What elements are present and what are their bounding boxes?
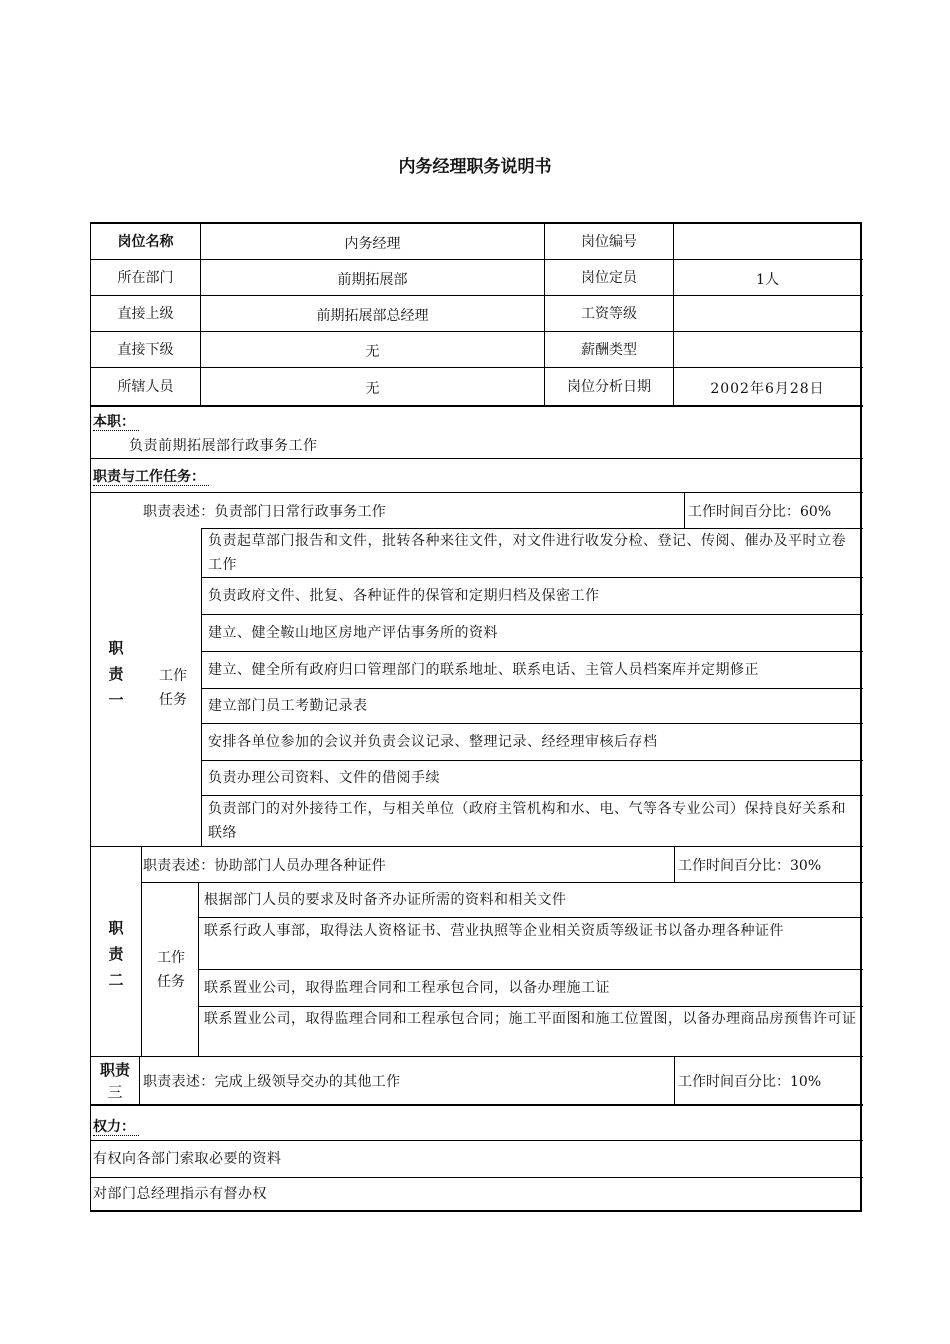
section-duties-heading: 职责与工作任务： [93,466,209,488]
duty1-task-1: 负责起草部门报告和文件，批转各种来往文件，对文件进行收发分检、登记、传阅、催办及平时立卷工作 [208,533,846,573]
value-salary-grade [674,296,861,331]
duty2-description: 职责表述：协助部门人员办理各种证件 [143,858,387,874]
value-salary-type [674,332,861,367]
duty3-description: 职责表述：完成上级领导交办的其他工作 [143,1074,401,1090]
job-description-table [90,222,862,1212]
page-title: 内务经理职务说明书 [398,157,552,177]
label-department: 所在部门 [117,269,174,286]
label-staff-managed: 所辖人员 [117,378,174,395]
section-main-duty-heading: 本职： [93,411,139,433]
duty2-time-percentage: 工作时间百分比：30% [678,858,822,874]
duty1-task-2: 负责政府文件、批复、各种证件的保管和定期归档及保密工作 [208,588,600,604]
duty1-time-percentage: 工作时间百分比：60% [688,504,832,520]
duty1-task-label: 工作 任务 [159,668,187,708]
label-headcount: 岗位定员 [581,269,637,286]
label-analysis-date: 岗位分析日期 [567,378,651,395]
duty2-task-2: 联系行政人事部，取得法人资格证书、营业执照等企业相关资质等级证书以备办理各种证件 [204,923,784,939]
main-duty-text: 负责前期拓展部行政事务工作 [129,438,318,454]
section-power-heading: 权力： [93,1116,139,1138]
value-position-name: 内务经理 [344,235,401,252]
label-salary-grade: 工资等级 [581,305,637,322]
power-item-2: 对部门总经理指示有督办权 [93,1186,267,1202]
duty1-task-5: 建立部门员工考勤记录表 [208,698,368,714]
duty1-task-8: 负责部门的对外接待工作，与相关单位（政府主管机构和水、电、气等各专业公司）保持良好关系和联络 [208,801,846,841]
duty2-label: 职 责 二 [108,919,124,989]
value-department: 前期拓展部 [337,271,408,288]
label-position-code: 岗位编号 [581,233,637,250]
label-direct-subordinate: 直接下级 [117,341,174,358]
duty1-task-7: 负责办理公司资料、文件的借阅手续 [208,770,440,786]
value-analysis-date: 2002年6月28日 [710,380,825,397]
value-direct-subordinate: 无 [365,343,380,360]
duty1-task-3: 建立、健全鞍山地区房地产评估事务所的资料 [208,625,498,641]
value-position-code [674,224,861,259]
label-position-name: 岗位名称 [117,233,174,250]
duty1-task-4: 建立、健全所有政府归口管理部门的联系地址、联系电话、主管人员档案库并定期修正 [208,662,759,678]
duty3-label-b: 三 [107,1083,123,1101]
duty1-label: 职 责 一 [108,639,124,709]
value-headcount: 1人 [756,271,779,288]
duty3-time-percentage: 工作时间百分比：10% [678,1074,822,1090]
label-direct-superior: 直接上级 [117,305,174,322]
duty2-task-4: 联系置业公司，取得监理合同和工程承包合同；施工平面图和施工位置图，以备办理商品房预售许可证 [204,1011,857,1027]
duty1-description: 职责表述：负责部门日常行政事务工作 [143,504,387,520]
duty1-task-6: 安排各单位参加的会议并负责会议记录、整理记录、经经理审核后存档 [208,734,658,750]
duty2-task-label: 工作 任务 [157,950,185,990]
duty2-task-1: 根据部门人员的要求及时备齐办证所需的资料和相关文件 [204,892,567,908]
power-item-1: 有权向各部门索取必要的资料 [93,1151,282,1167]
label-salary-type: 薪酬类型 [581,341,637,358]
duty2-task-3: 联系置业公司，取得监理合同和工程承包合同，以备办理施工证 [204,980,610,996]
value-staff-managed: 无 [365,380,380,397]
value-direct-superior: 前期拓展部总经理 [316,307,429,324]
duty3-label-a: 职责 [99,1061,130,1079]
